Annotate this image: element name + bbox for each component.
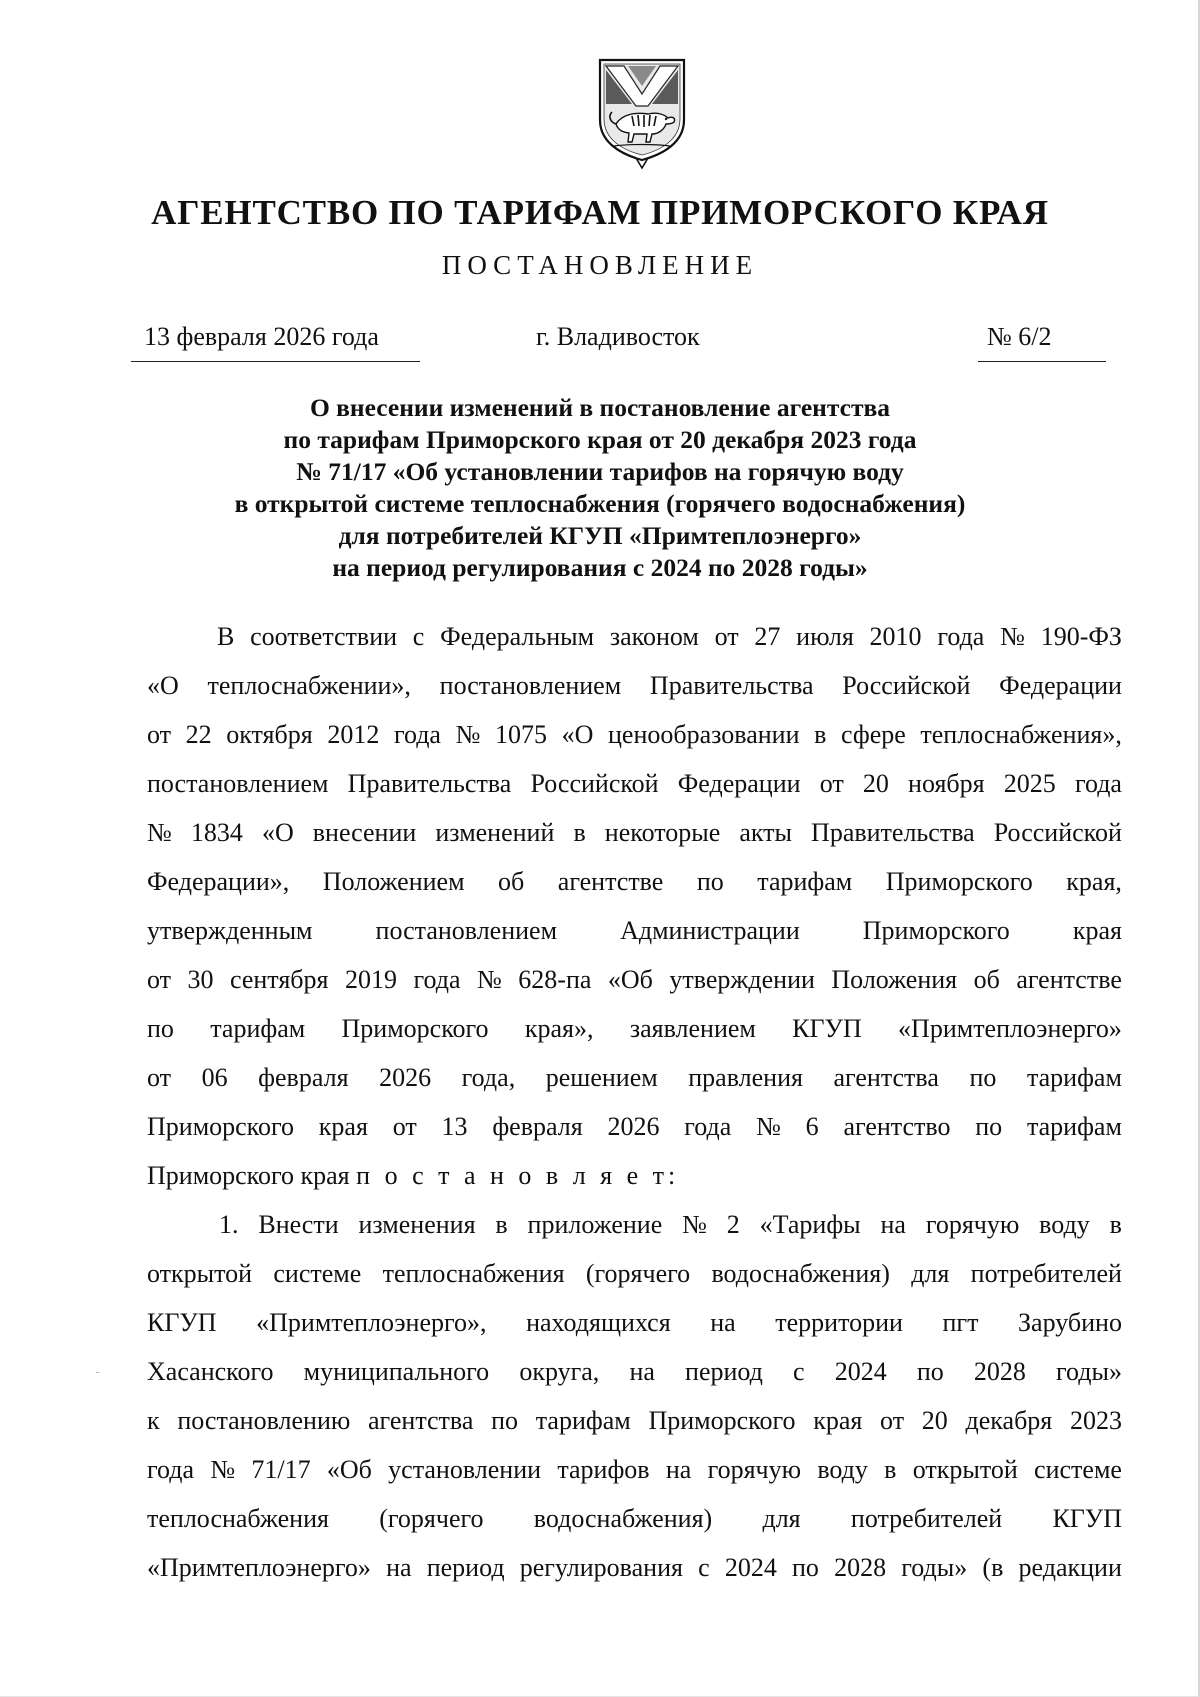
word: Федеральным xyxy=(440,622,595,651)
word: тарифам xyxy=(1026,1112,1122,1141)
title-line: О внесении изменений в постановление агентства xyxy=(309,393,891,422)
word: 2023 xyxy=(1069,1406,1122,1435)
word: «Примтеплоэнерго», xyxy=(256,1308,487,1337)
word: 2012 xyxy=(327,720,380,749)
word: по xyxy=(975,1112,1003,1141)
primorsky-krai-coat-of-arms-icon xyxy=(592,54,692,170)
word: водоснабжения) xyxy=(533,1504,713,1533)
word: 2025 xyxy=(1003,769,1056,798)
word: ценообразовании xyxy=(608,720,800,749)
word: редакции xyxy=(1018,1553,1122,1582)
word: 2024 xyxy=(834,1357,887,1386)
word: № xyxy=(455,720,481,749)
word: горячую xyxy=(707,1455,802,1484)
word: «О xyxy=(147,671,179,700)
decree-type: ПОСТАНОВЛЕНИЕ xyxy=(441,250,759,280)
word: некоторые xyxy=(604,818,721,847)
word: 2 xyxy=(726,1210,740,1239)
word: 2019 xyxy=(344,965,397,994)
word: года xyxy=(147,1455,195,1484)
word: февраля xyxy=(492,1112,583,1141)
word: по xyxy=(147,1014,174,1043)
word: Положения xyxy=(831,965,958,994)
word: Российской xyxy=(530,769,659,798)
word: на xyxy=(665,1455,692,1484)
word: № xyxy=(1000,622,1025,651)
text-line xyxy=(147,808,1122,857)
word: Федерации», xyxy=(147,867,290,896)
word: сентября xyxy=(230,965,329,994)
word: Приморского xyxy=(862,916,1010,945)
word: Федерации xyxy=(677,769,801,798)
word: № xyxy=(210,1455,236,1484)
word: 71/17 xyxy=(251,1455,311,1484)
word: от xyxy=(147,1063,172,1092)
word: 190-ФЗ xyxy=(1040,622,1122,651)
word: 628-па xyxy=(518,965,592,994)
preamble-closing-prefix: Приморского края xyxy=(147,1161,350,1190)
text-line xyxy=(147,906,1122,955)
word: для xyxy=(762,1504,801,1533)
word: к xyxy=(147,1406,160,1435)
word: период xyxy=(426,1553,505,1582)
word: края xyxy=(813,1406,863,1435)
word: с xyxy=(793,1357,805,1386)
word: от xyxy=(880,1406,905,1435)
word: В xyxy=(217,622,235,651)
word: края, xyxy=(1066,867,1122,896)
text-line xyxy=(147,661,1122,710)
preamble-closing-line xyxy=(147,1151,1122,1200)
word: по xyxy=(792,1553,819,1582)
word: 1075 xyxy=(495,720,548,749)
word: открытой xyxy=(147,1259,253,1288)
word: октября xyxy=(226,720,313,749)
item-1-paragraph xyxy=(147,1200,1122,1592)
word: постановлением xyxy=(147,769,329,798)
title-line: в открытой системе теплоснабжения (горячего водоснабжения) xyxy=(234,489,966,518)
word: теплоснабжении», xyxy=(207,671,411,700)
word: тарифам xyxy=(757,867,853,896)
word: тарифам xyxy=(1026,1063,1122,1092)
word: потребителей xyxy=(970,1259,1122,1288)
word: тарифам xyxy=(535,1406,631,1435)
word: постановлением xyxy=(439,671,622,700)
word: «О xyxy=(261,818,294,847)
word: период xyxy=(685,1357,763,1386)
word: в xyxy=(884,1455,897,1484)
text-line xyxy=(147,1102,1122,1151)
word: агентстве xyxy=(557,867,664,896)
word: территории xyxy=(775,1308,903,1337)
decree-title xyxy=(150,392,1050,584)
word: 2026 xyxy=(607,1112,660,1141)
word: 1. xyxy=(219,1210,239,1239)
word: № xyxy=(756,1112,781,1141)
word: в xyxy=(573,818,586,847)
word: округа, xyxy=(519,1357,600,1386)
word: (в xyxy=(982,1553,1004,1582)
word: тарифов xyxy=(557,1455,650,1484)
word: по xyxy=(916,1357,944,1386)
word: на xyxy=(386,1553,412,1582)
word: года, xyxy=(461,1063,516,1092)
word: Администрации xyxy=(620,916,800,945)
word: теплоснабжения xyxy=(147,1504,329,1533)
word: Хасанского xyxy=(147,1357,274,1386)
word: об xyxy=(498,867,525,896)
word: с xyxy=(412,622,425,651)
word: № xyxy=(682,1210,707,1239)
title-line: на период регулирования с 2024 по 2028 годы» xyxy=(332,553,868,582)
word: теплоснабжения xyxy=(382,1259,565,1288)
word: пгт xyxy=(942,1308,979,1337)
word: в xyxy=(1109,1210,1122,1239)
word: муниципального xyxy=(303,1357,490,1386)
preamble-paragraph xyxy=(147,612,1122,1151)
word: Приморского xyxy=(885,867,1033,896)
word: ноября xyxy=(908,769,985,798)
word: агентстве xyxy=(1016,965,1122,994)
word: по xyxy=(491,1406,519,1435)
word: в xyxy=(814,720,827,749)
text-line xyxy=(147,1396,1122,1445)
word: 6 xyxy=(805,1112,819,1141)
word: 22 xyxy=(185,720,212,749)
word: изменений xyxy=(435,818,555,847)
word: № xyxy=(147,818,172,847)
word: Российской xyxy=(993,818,1122,847)
agency-name: АГЕНТСТВО ПО ТАРИФАМ ПРИМОРСКОГО КРАЯ xyxy=(151,193,1049,232)
word: приложение xyxy=(527,1210,663,1239)
word: соответствии xyxy=(250,622,398,651)
decree-city: г. Владивосток xyxy=(536,322,700,351)
word: Российской xyxy=(842,671,971,700)
text-line xyxy=(147,1200,1122,1249)
word: 30 xyxy=(187,965,214,994)
word: № xyxy=(476,965,502,994)
word: 20 xyxy=(862,769,889,798)
word: КГУП xyxy=(1052,1504,1122,1533)
word: постановлением xyxy=(375,916,558,945)
word: агентство xyxy=(843,1112,951,1141)
resolves-word: п о с т а н о в л я е т: xyxy=(356,1161,680,1190)
text-line xyxy=(147,1053,1122,1102)
decree-number: № 6/2 xyxy=(987,322,1052,351)
word: 2010 xyxy=(869,622,922,651)
word: Приморского xyxy=(648,1406,796,1435)
word: об xyxy=(973,965,1000,994)
text-line xyxy=(147,1543,1122,1592)
word: от xyxy=(392,1112,417,1141)
text-line xyxy=(147,1249,1122,1298)
word: «Об xyxy=(326,1455,372,1484)
word: 13 xyxy=(441,1112,468,1141)
text-line xyxy=(147,710,1122,759)
word: 27 xyxy=(754,622,781,651)
word: заявлением xyxy=(629,1014,756,1043)
word: 2026 xyxy=(379,1063,432,1092)
title-line: для потребителей КГУП «Примтеплоэнерго» xyxy=(338,521,862,550)
word: на xyxy=(629,1357,655,1386)
word: (горячего xyxy=(585,1259,691,1288)
word: воду xyxy=(817,1455,868,1484)
word: системе xyxy=(1034,1455,1122,1484)
word: по xyxy=(696,867,724,896)
word: года xyxy=(413,965,461,994)
word: «Об xyxy=(607,965,653,994)
word: изменения xyxy=(358,1210,476,1239)
word: Приморского xyxy=(147,1112,295,1141)
word: системе xyxy=(273,1259,362,1288)
word: Правительства xyxy=(811,818,975,847)
text-line xyxy=(147,1004,1122,1053)
text-line xyxy=(147,1298,1122,1347)
word: года xyxy=(393,720,441,749)
text-line xyxy=(147,857,1122,906)
word: Правительства xyxy=(649,671,814,700)
word: находящихся xyxy=(526,1308,671,1337)
word: края», xyxy=(524,1014,594,1043)
word: года xyxy=(1074,769,1122,798)
word: «Примтеплоэнерго» xyxy=(147,1553,371,1582)
word: утверждении xyxy=(669,965,815,994)
word: теплоснабжения», xyxy=(920,720,1122,749)
text-line xyxy=(147,1494,1122,1543)
word: декабря xyxy=(965,1406,1053,1435)
word: годы» xyxy=(901,1553,968,1582)
word: внесении xyxy=(312,818,417,847)
text-line xyxy=(147,759,1122,808)
number-underline xyxy=(978,361,1106,362)
word: открытой xyxy=(912,1455,1018,1484)
scan-speck xyxy=(96,1372,99,1373)
word: решением xyxy=(545,1063,658,1092)
word: Положением xyxy=(322,867,465,896)
word: 2028 xyxy=(834,1553,887,1582)
word: от xyxy=(147,965,172,994)
word: потребителей xyxy=(850,1504,1003,1533)
word: «Тарифы xyxy=(759,1210,861,1239)
title-line: № 71/17 «Об установлении тарифов на горячую воду xyxy=(296,457,904,486)
decree-date: 13 февраля 2026 года xyxy=(144,322,379,351)
word: для xyxy=(911,1259,950,1288)
word: на xyxy=(710,1308,736,1337)
word: воду xyxy=(1039,1210,1090,1239)
word: июля xyxy=(796,622,854,651)
word: 1834 xyxy=(190,818,243,847)
word: агентства xyxy=(368,1406,474,1435)
word: утвержденным xyxy=(147,916,313,945)
word: в xyxy=(495,1210,508,1239)
word: края xyxy=(318,1112,368,1141)
word: года xyxy=(684,1112,732,1141)
word: на xyxy=(880,1210,906,1239)
word: акты xyxy=(739,818,792,847)
word: года xyxy=(937,622,985,651)
word: регулирования xyxy=(519,1553,683,1582)
word: 20 xyxy=(921,1406,948,1435)
word: правления xyxy=(688,1063,803,1092)
word: Федерации xyxy=(999,671,1122,700)
word: постановлению xyxy=(177,1406,351,1435)
title-line: по тарифам Приморского края от 20 декабря 2023 года xyxy=(283,425,917,454)
word: «О xyxy=(561,720,594,749)
word: законом xyxy=(609,622,699,651)
word: Правительства xyxy=(347,769,512,798)
text-line xyxy=(147,1445,1122,1494)
word: горячую xyxy=(925,1210,1020,1239)
word: 2028 xyxy=(973,1357,1026,1386)
word: 2024 xyxy=(724,1553,777,1582)
word: края xyxy=(1072,916,1122,945)
word: от xyxy=(147,720,172,749)
word: 06 xyxy=(201,1063,228,1092)
text-line xyxy=(147,612,1122,661)
word: февраля xyxy=(258,1063,349,1092)
word: Внести xyxy=(258,1210,339,1239)
word: КГУП xyxy=(147,1308,217,1337)
word: сфере xyxy=(841,720,906,749)
decree-body xyxy=(147,612,1122,1592)
word: Зарубино xyxy=(1018,1308,1122,1337)
date-underline xyxy=(131,361,420,362)
text-line xyxy=(147,1347,1122,1396)
word: по xyxy=(969,1063,997,1092)
text-line xyxy=(147,955,1122,1004)
word: (горячего xyxy=(379,1504,484,1533)
word: «Примтеплоэнерго» xyxy=(898,1014,1122,1043)
word: установлении xyxy=(388,1455,542,1484)
word: годы» xyxy=(1055,1357,1122,1386)
word: от xyxy=(819,769,844,798)
word: с xyxy=(698,1553,710,1582)
word: агентства xyxy=(833,1063,939,1092)
word: от xyxy=(714,622,739,651)
word: КГУП xyxy=(792,1014,862,1043)
word: водоснабжения) xyxy=(711,1259,890,1288)
word: Приморского xyxy=(341,1014,489,1043)
word: тарифам xyxy=(210,1014,306,1043)
